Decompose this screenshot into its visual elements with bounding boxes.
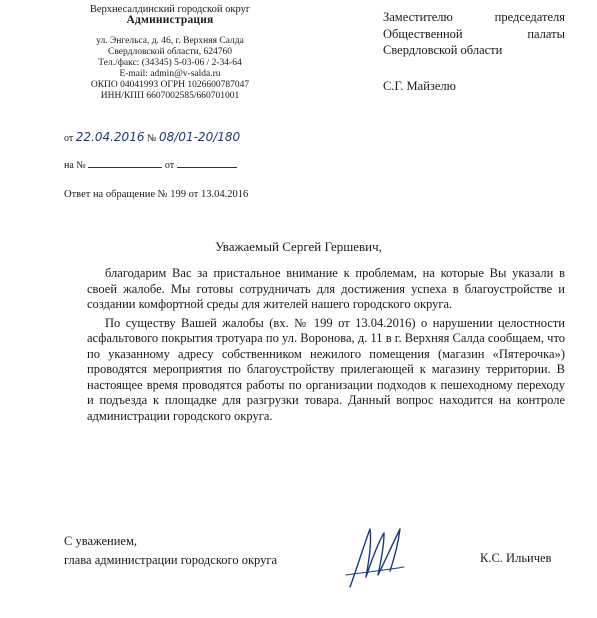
sender-org: Верхнесалдинский городской округ: [89, 4, 251, 15]
addressee-line1-left: Заместителю: [383, 10, 453, 24]
letter-body: [87, 266, 565, 427]
incoming-date-blank: [177, 157, 237, 168]
registration-outgoing: [64, 130, 240, 144]
from-label: от: [64, 133, 74, 144]
number-label: №: [146, 133, 157, 144]
signer-name: К.С. Ильичев: [480, 551, 552, 565]
registration-incoming: [64, 157, 237, 171]
sender-address-1: ул. Энгельса, д. 46, г. Верхняя Салда: [96, 36, 244, 46]
addressee-name: С.Г. Майзелю: [383, 78, 456, 93]
paragraph-1: благодарим Вас за пристальное внимание к проблемам, на которые Вы указали в своей жалобе. Мы готовы сотрудничать для достижения успеха в благоустройстве и создании комфортной среды для жителей нашего городского округа.: [87, 266, 565, 311]
incoming-number-blank: [88, 157, 162, 168]
paragraph-2: По существу Вашей жалобы (вх. № 199 от 13.04.2016) о нарушении целостности асфальтового покрытия тротуара по ул. Воронова, д. 11 в г. Верхняя Салда сообщаем, что по указанному адресу собственником нежилого помещения (магазин «Пятерочка») проводятся мероприятия по благоустройству прилегающей к магазину территории. В настоящее время проводятся работы по организации подходов к пешеходному переходу и подъезда к площадке для разгрузки товара. Данный вопрос находится на контроле администрации городского округа.: [87, 315, 565, 423]
addressee-line2-left: Общественной: [383, 26, 463, 41]
sender-inn: ИНН/КПП 6607002585/660701001: [100, 91, 240, 101]
addressee-line2-right: палаты: [527, 26, 565, 41]
outgoing-number: 08/01-20/180: [159, 130, 241, 144]
sender-email: E-mail: admin@v-salda.ru: [119, 69, 221, 79]
addressee-line3: Свердловской области: [383, 43, 503, 57]
on-label: на №: [64, 160, 86, 171]
sender-address-2: Свердловской области, 624760: [108, 47, 232, 57]
closing-block: [64, 532, 277, 570]
sender-okpo: ОКПО 04041993 ОГРН 1026600787047: [90, 80, 250, 90]
reference-line: Ответ на обращение № 199 от 13.04.2016: [64, 189, 249, 200]
ot-label: от: [164, 160, 175, 171]
sender-admin: Администрация: [126, 14, 214, 26]
closing-position: глава администрации городского округа: [64, 553, 278, 567]
closing-regards: С уважением,: [64, 534, 137, 548]
addressee-line1-right: председателя: [494, 10, 565, 24]
signature-image: [340, 515, 410, 595]
from-date: 22.04.2016: [75, 130, 145, 144]
sender-block: [60, 4, 280, 102]
greeting: Уважаемый Сергей Гершевич,: [215, 239, 382, 254]
addressee-block: [383, 9, 565, 94]
sender-phone: Тел./факс: (34345) 5-03-06 / 2-34-64: [98, 58, 242, 68]
